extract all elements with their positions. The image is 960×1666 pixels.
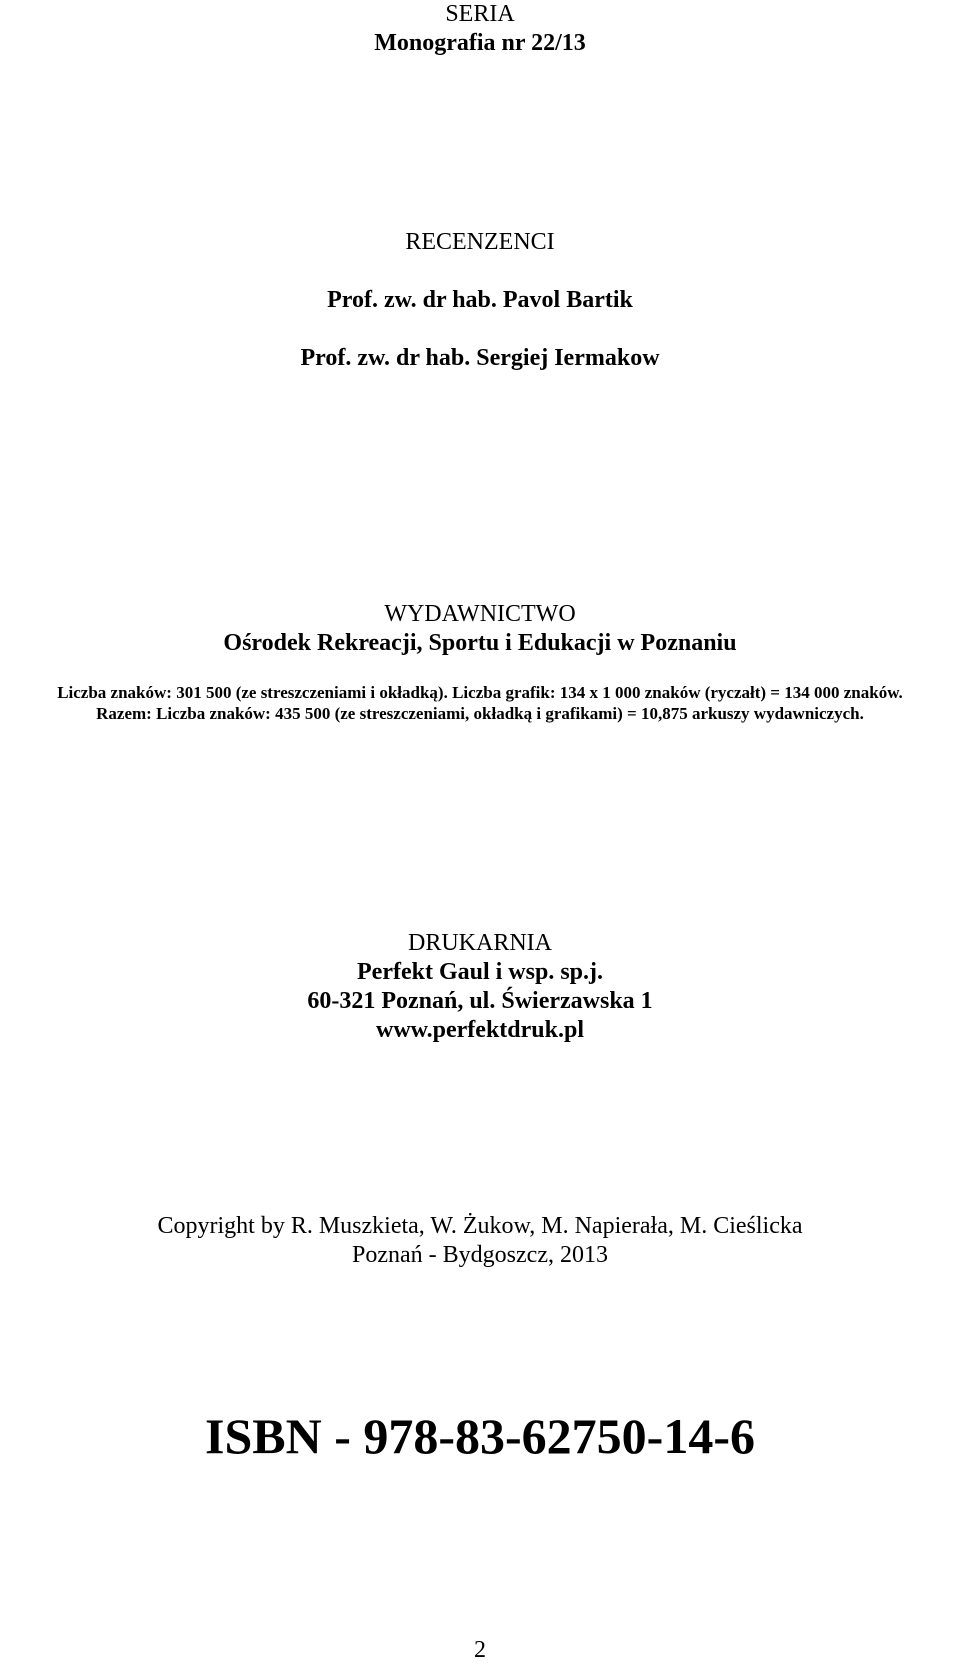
character-count-line-2: Razem: Liczba znaków: 435 500 (ze streszczeniami, okładką i grafikami) = 10,875 arkuszy wydawniczych.: [96, 704, 864, 723]
character-count-line-1: Liczba znaków: 301 500 (ze streszczeniami i okładką). Liczba grafik: 134 x 1 000 znaków (ryczałt) = 134 000 znaków.: [57, 683, 903, 702]
place-year-line: Poznań - Bydgoszcz, 2013: [352, 1242, 608, 1268]
printer-name: Perfekt Gaul i wsp. sp.j.: [357, 959, 603, 985]
reviewer-name-2: Prof. zw. dr hab. Sergiej Iermakow: [300, 345, 660, 371]
printer-heading: DRUKARNIA: [408, 930, 552, 956]
printer-website: www.perfektdruk.pl: [375, 1017, 585, 1043]
isbn: ISBN - 978-83-62750-14-6: [205, 1408, 755, 1464]
page-number: 2: [474, 1637, 486, 1663]
printer-address: 60-321 Poznań, ul. Świerzawska 1: [307, 988, 653, 1014]
series-label: SERIA: [445, 1, 515, 27]
reviewers-heading: RECENZENCI: [405, 229, 555, 255]
reviewer-name-1: Prof. zw. dr hab. Pavol Bartik: [327, 287, 633, 313]
publisher-heading: WYDAWNICTWO: [384, 601, 576, 627]
publisher-name: Ośrodek Rekreacji, Sportu i Edukacji w Poznaniu: [223, 630, 737, 656]
series-title: Monografia nr 22/13: [374, 30, 586, 56]
copyright-line: Copyright by R. Muszkieta, W. Żukow, M. Napierała, M. Cieślicka: [157, 1213, 803, 1239]
